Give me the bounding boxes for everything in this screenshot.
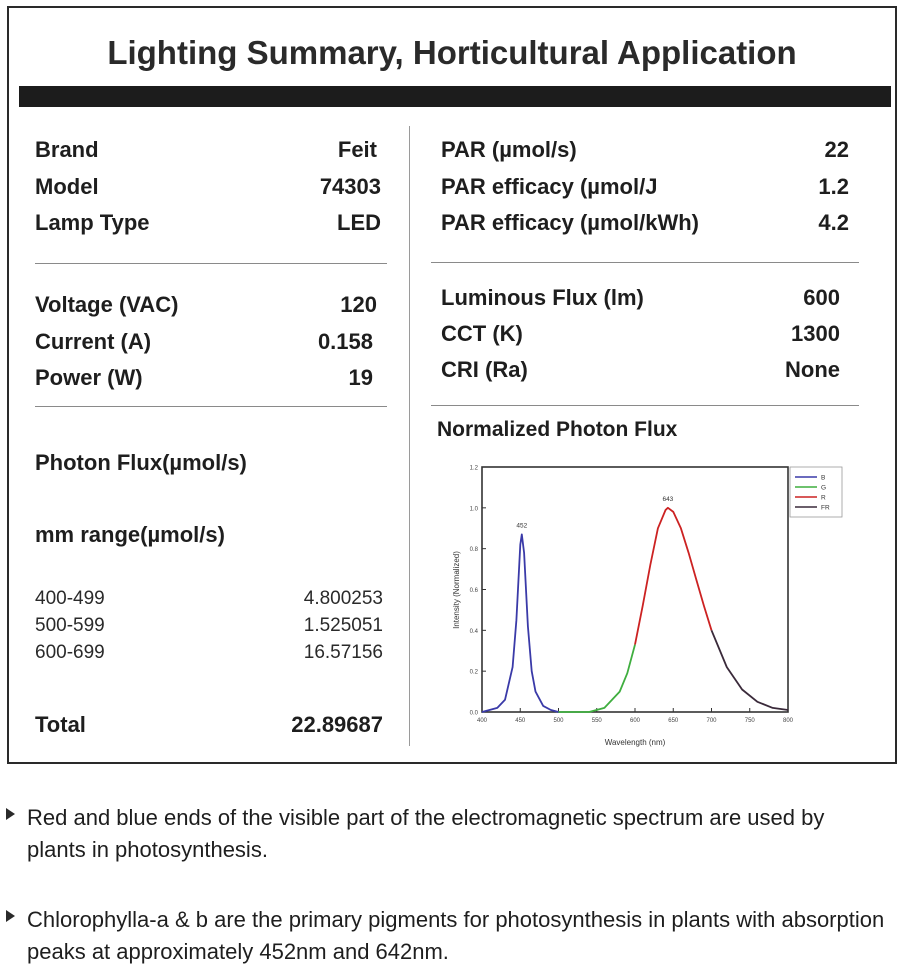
plot-frame [482, 467, 788, 712]
total-value: 22.89687 [291, 712, 383, 737]
y-tick-label: 0.8 [469, 547, 478, 554]
range-600-label: 600-699 [35, 642, 105, 663]
bullet-text-1: Red and blue ends of the visible part of the electromagnetic spectrum are used by plants in photosynthesis. [27, 805, 825, 862]
voltage-label: Voltage (VAC) [35, 292, 179, 317]
y-tick-label: 0.2 [469, 669, 478, 676]
par-value: 22 [824, 137, 849, 162]
range-400-label: 400-499 [35, 588, 105, 609]
voltage-value: 120 [340, 292, 377, 317]
legend-box [790, 467, 842, 517]
left-divider-1 [35, 263, 387, 264]
bullet-triangle-icon [6, 910, 15, 922]
x-tick-label: 500 [553, 718, 564, 724]
legend-label-fr: FR [821, 504, 830, 512]
photon-flux-chart [445, 458, 855, 756]
x-tick-label: 400 [476, 718, 488, 724]
y-tick-label: 0.6 [469, 588, 478, 594]
x-axis-label: Wavelength (nm) [604, 738, 666, 747]
par-efficacy-label: PAR efficacy (µmol/J [441, 174, 658, 199]
lamp-type-label: Lamp Type [35, 210, 150, 235]
cri-value: None [785, 357, 840, 382]
legend-label-r: R [821, 494, 826, 502]
left-divider-2 [35, 406, 387, 407]
range-600-value: 16.57156 [303, 642, 383, 663]
par-efficacy-value: 1.2 [818, 174, 849, 199]
legend-label-b: B [821, 474, 826, 482]
brand-value: Feit [337, 137, 377, 162]
x-tick-label: 700 [706, 718, 717, 724]
right-divider-1 [431, 262, 859, 263]
cri-label: CRI (Ra) [441, 357, 528, 382]
x-tick-label: 550 [591, 718, 602, 724]
bullet-text-2: Chlorophylla-a & b are the primary pigments for photosynthesis in plants with absorption peaks at approximately 452nm and 642nm. [27, 907, 885, 964]
luminous-flux-value: 600 [803, 285, 840, 310]
par-label: PAR (µmol/s) [441, 137, 577, 162]
y-tick-label: 1.2 [469, 465, 478, 472]
legend-label-g: G [821, 484, 827, 492]
par-efficacy-kwh-label: PAR efficacy (µmol/kWh) [441, 210, 699, 235]
peak-label: 643 [662, 495, 674, 503]
chart-title: Normalized Photon Flux [437, 418, 678, 441]
range-500-value: 1.525051 [303, 615, 383, 636]
x-tick-label: 750 [744, 718, 755, 724]
power-label: Power (W) [35, 365, 143, 390]
cct-label: CCT (K) [441, 321, 523, 346]
right-divider-2 [431, 405, 859, 406]
brand-label: Brand [35, 137, 99, 162]
current-value: 0.158 [317, 329, 373, 354]
photon-flux-label: Photon Flux(µmol/s) [35, 450, 247, 475]
x-tick-label: 600 [629, 718, 641, 724]
current-label: Current (A) [35, 329, 152, 354]
model-label: Model [35, 174, 99, 199]
x-tick-label: 650 [668, 718, 679, 724]
total-label: Total [35, 712, 86, 737]
luminous-flux-label: Luminous Flux (lm) [441, 285, 644, 310]
title-divider-bar [19, 86, 891, 107]
y-tick-label: 0.0 [469, 710, 478, 717]
bullet-triangle-icon [6, 808, 15, 820]
range-500-label: 500-599 [35, 615, 105, 636]
x-tick-label: 800 [782, 718, 794, 724]
x-tick-label: 450 [515, 718, 526, 724]
par-efficacy-kwh-value: 4.2 [818, 210, 849, 235]
range-400-value: 4.800253 [303, 588, 383, 609]
y-tick-label: 0.4 [469, 628, 478, 635]
model-value: 74303 [319, 174, 381, 199]
page-title: Lighting Summary, Horticultural Application [107, 34, 797, 71]
y-tick-label: 1.0 [469, 506, 478, 513]
column-divider [409, 126, 410, 746]
lamp-type-value: LED [337, 210, 381, 235]
y-axis-label: Intensity (Normalized) [452, 551, 461, 629]
cct-value: 1300 [791, 321, 840, 346]
peak-label: 452 [516, 522, 528, 530]
power-value: 19 [348, 365, 373, 390]
range-label: mm range(µmol/s) [35, 522, 225, 547]
